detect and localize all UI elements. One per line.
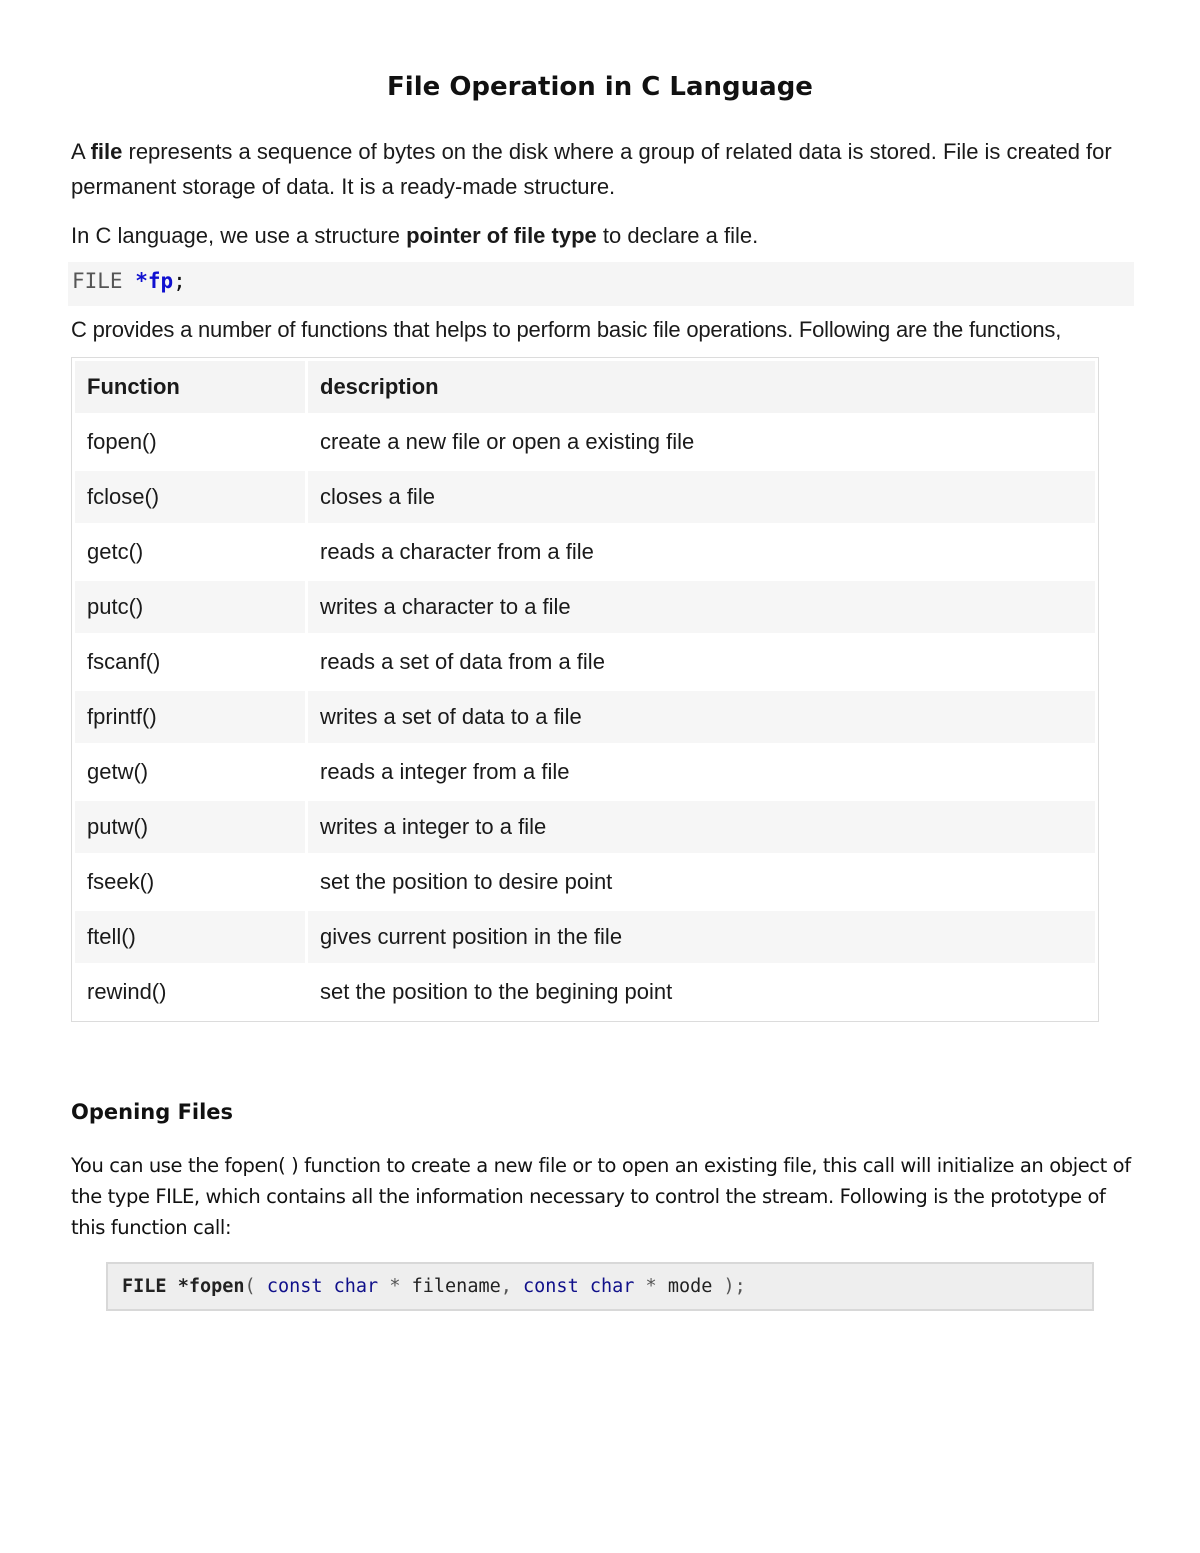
declare-text-end: to declare a file. — [596, 223, 759, 248]
intro-text-start: A — [71, 139, 91, 164]
table-cell-function: getw() — [75, 746, 305, 798]
table-cell-function: fopen() — [75, 416, 305, 468]
table-cell-function: ftell() — [75, 911, 305, 963]
proto-keyword: const char — [523, 1276, 635, 1297]
table-row — [75, 746, 1095, 798]
table-cell-description: writes a integer to a file — [308, 801, 1095, 853]
proto-param-mode: mode — [667, 1276, 713, 1297]
proto-open-paren: ( — [244, 1276, 267, 1297]
intro-bold-file: file — [90, 139, 123, 164]
table-header-description: description — [308, 361, 1095, 413]
table-row — [75, 526, 1095, 578]
declare-bold: pointer of file type — [406, 223, 597, 248]
table-row — [75, 636, 1095, 688]
intro-text-rest: represents a sequence of bytes on the disk where a group of related data is stored. File is created for permanent storage of data. It is a ready-made structure. — [71, 139, 1112, 199]
proto-close-paren: ); — [712, 1276, 746, 1297]
proto-keyword: const char — [266, 1276, 379, 1297]
table-row — [75, 966, 1095, 1018]
functions-intro-paragraph: C provides a number of functions that helps to perform basic file operations. Following are the functions, — [71, 317, 1062, 342]
functions-table — [71, 357, 1099, 1022]
opening-files-paragraph: You can use the fopen( ) function to create a new file or to open an existing file, this call will initialize an object of the type FILE, which contains all the information necessary to control the stream. Following is the prototype of this function call: — [71, 1154, 1131, 1239]
table-cell-function: fprintf() — [75, 691, 305, 743]
table-cell-description: reads a integer from a file — [308, 746, 1095, 798]
table-cell-description: closes a file — [308, 471, 1095, 523]
proto-param-filename: filename — [411, 1276, 501, 1297]
table-cell-function: getc() — [75, 526, 305, 578]
table-cell-function: fscanf() — [75, 636, 305, 688]
table-header-row — [75, 361, 1095, 413]
code-variable: *fp — [135, 269, 174, 293]
table-cell-description: gives current position in the file — [308, 911, 1095, 963]
table-row — [75, 691, 1095, 743]
table-cell-description: set the position to desire point — [308, 856, 1095, 908]
intro-paragraph — [71, 134, 1141, 204]
table-cell-description: writes a character to a file — [308, 581, 1095, 633]
section-heading-opening-files: Opening Files — [71, 1100, 234, 1124]
declare-paragraph — [71, 218, 1141, 253]
table-cell-description: set the position to the begining point — [308, 966, 1095, 1018]
table-row — [75, 801, 1095, 853]
table-cell-description: writes a set of data to a file — [308, 691, 1095, 743]
declare-text-start: In C language, we use a structure — [71, 223, 407, 248]
table-row — [75, 581, 1095, 633]
table-row — [75, 856, 1095, 908]
code-semicolon: ; — [173, 269, 186, 293]
table-row — [75, 471, 1095, 523]
proto-pointer: * — [634, 1276, 668, 1297]
code-snippet-fopen-prototype — [106, 1262, 1094, 1311]
table-row — [75, 911, 1095, 963]
code-type: FILE — [72, 269, 123, 293]
table-row — [75, 416, 1095, 468]
table-cell-description: create a new file or open a existing file — [308, 416, 1095, 468]
table-cell-function: fseek() — [75, 856, 305, 908]
table-cell-function: rewind() — [75, 966, 305, 1018]
proto-comma: , — [500, 1276, 524, 1297]
table-cell-description: reads a set of data from a file — [308, 636, 1095, 688]
table-header-function: Function — [75, 361, 305, 413]
table-cell-function: fclose() — [75, 471, 305, 523]
code-snippet-declaration — [68, 262, 1134, 306]
table-cell-description: reads a character from a file — [308, 526, 1095, 578]
page-title: File Operation in C Language — [387, 72, 813, 102]
table-cell-function: putw() — [75, 801, 305, 853]
proto-pointer: * — [378, 1276, 412, 1297]
table-cell-function: putc() — [75, 581, 305, 633]
proto-return-and-name: FILE *fopen — [122, 1276, 245, 1297]
